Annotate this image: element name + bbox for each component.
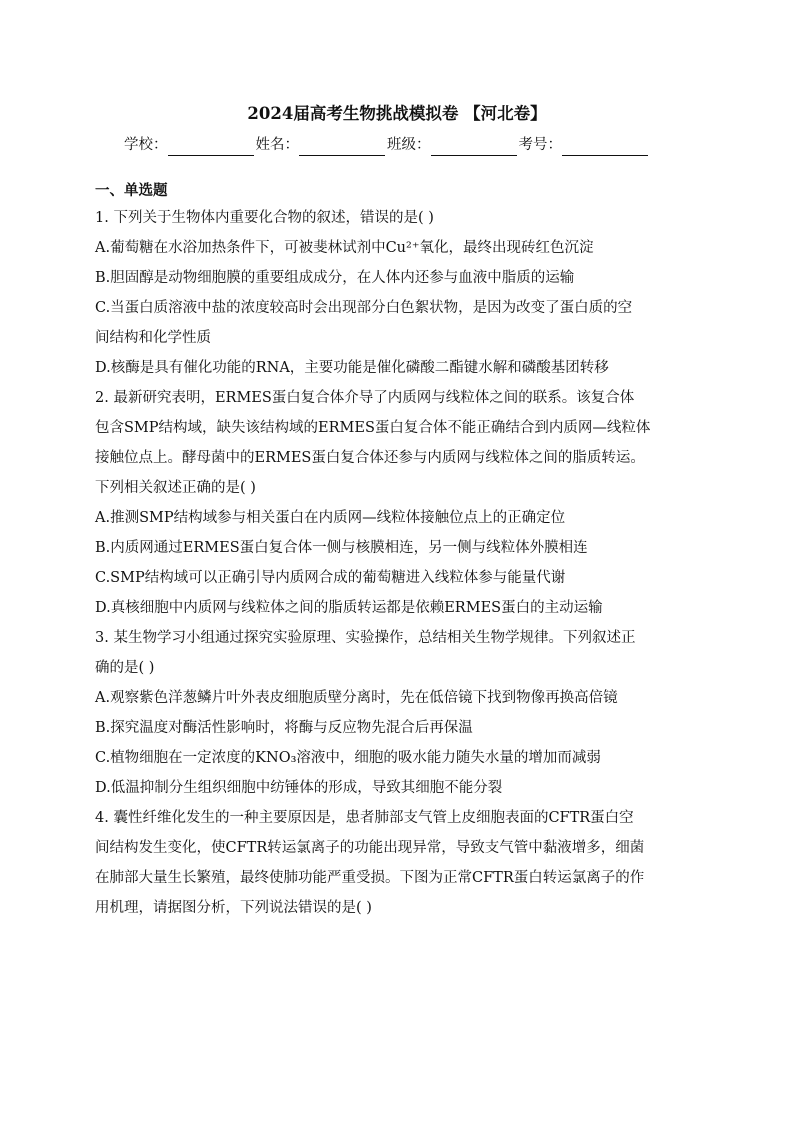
option-d: D.低温抑制分生组织细胞中纺锤体的形成，导致其细胞不能分裂 (95, 780, 503, 796)
exam-number-blank[interactable] (562, 138, 648, 156)
option-b: B.内质网通过ERMES蛋白复合体一侧与核膜相连，另一侧与线粒体外膜相连 (95, 540, 588, 556)
option-c-continued: 间结构和化学性质 (95, 330, 211, 346)
question-4 (95, 803, 705, 923)
option-c: C.植物细胞在一定浓度的KNO₃溶液中，细胞的吸水能力随失水量的增加而减弱 (95, 750, 601, 766)
question-stem-line: 接触位点上。酵母菌中的ERMES蛋白复合体还参与内质网与线粒体之间的脂质转运。 (95, 450, 645, 466)
question-stem-line: 1. 下列关于生物体内重要化合物的叙述，错误的是( ) (95, 210, 434, 226)
name-blank[interactable] (299, 138, 385, 156)
question-stem-line: 间结构发生变化，使CFTR转运氯离子的功能出现异常，导致支气管中黏液增多，细菌 (95, 840, 645, 856)
question-stem-line: 在肺部大量生长繁殖，最终使肺功能严重受损。下图为正常CFTR蛋白转运氯离子的作 (95, 870, 645, 886)
question-3 (95, 623, 705, 803)
question-stem-line: 4. 囊性纤维化发生的一种主要原因是，患者肺部支气管上皮细胞表面的CFTR蛋白空 (95, 810, 634, 826)
section-title: 一、单选题 (95, 182, 168, 199)
question-stem-line: 2. 最新研究表明，ERMES蛋白复合体介导了内质网与线粒体之间的联系。该复合体 (95, 390, 635, 406)
question-stem-line: 下列相关叙述正确的是( ) (95, 480, 256, 496)
exam-number-label: 考号： (518, 137, 562, 153)
option-c: C.SMP结构域可以正确引导内质网合成的葡萄糖进入线粒体参与能量代谢 (95, 570, 566, 586)
option-d: D.真核细胞中内质网与线粒体之间的脂质转运都是依赖ERMES蛋白的主动运输 (95, 600, 603, 616)
question-2 (95, 383, 705, 623)
school-blank[interactable] (168, 138, 254, 156)
question-stem-line: 3. 某生物学习小组通过探究实验原理、实验操作，总结相关生物学规律。下列叙述正 (95, 630, 636, 646)
option-a: A.观察紫色洋葱鳞片叶外表皮细胞质壁分离时，先在低倍镜下找到物像再换高倍镜 (95, 690, 618, 706)
option-b: B.探究温度对酶活性影响时，将酶与反应物先混合后再保温 (95, 720, 473, 736)
student-info-row (124, 134, 684, 156)
class-blank[interactable] (431, 138, 517, 156)
question-1 (95, 203, 705, 383)
option-a: A.推测SMP结构域参与相关蛋白在内质网—线粒体接触位点上的正确定位 (95, 510, 566, 526)
question-stem-line: 确的是( ) (95, 660, 155, 676)
option-d: D.核酶是具有催化功能的RNA，主要功能是催化磷酸二酯键水解和磷酸基团转移 (95, 360, 609, 376)
option-c: C.当蛋白质溶液中盐的浓度较高时会出现部分白色絮状物，是因为改变了蛋白质的空 (95, 300, 633, 316)
school-label: 学校： (124, 137, 168, 153)
class-label: 班级： (387, 137, 431, 153)
option-b: B.胆固醇是动物细胞膜的重要组成成分，在人体内还参与血液中脂质的运输 (95, 270, 575, 286)
question-list (95, 203, 705, 923)
name-label: 姓名： (255, 137, 299, 153)
option-a: A.葡萄糖在水浴加热条件下，可被斐林试剂中Cu²⁺氧化，最终出现砖红色沉淀 (95, 240, 594, 256)
question-stem-line: 包含SMP结构域，缺失该结构域的ERMES蛋白复合体不能正确结合到内质网—线粒体 (95, 420, 651, 436)
exam-title: 2024届高考生物挑战模拟卷 【河北卷】 (247, 104, 547, 123)
question-stem-line: 用机理，请据图分析，下列说法错误的是( ) (95, 900, 372, 916)
